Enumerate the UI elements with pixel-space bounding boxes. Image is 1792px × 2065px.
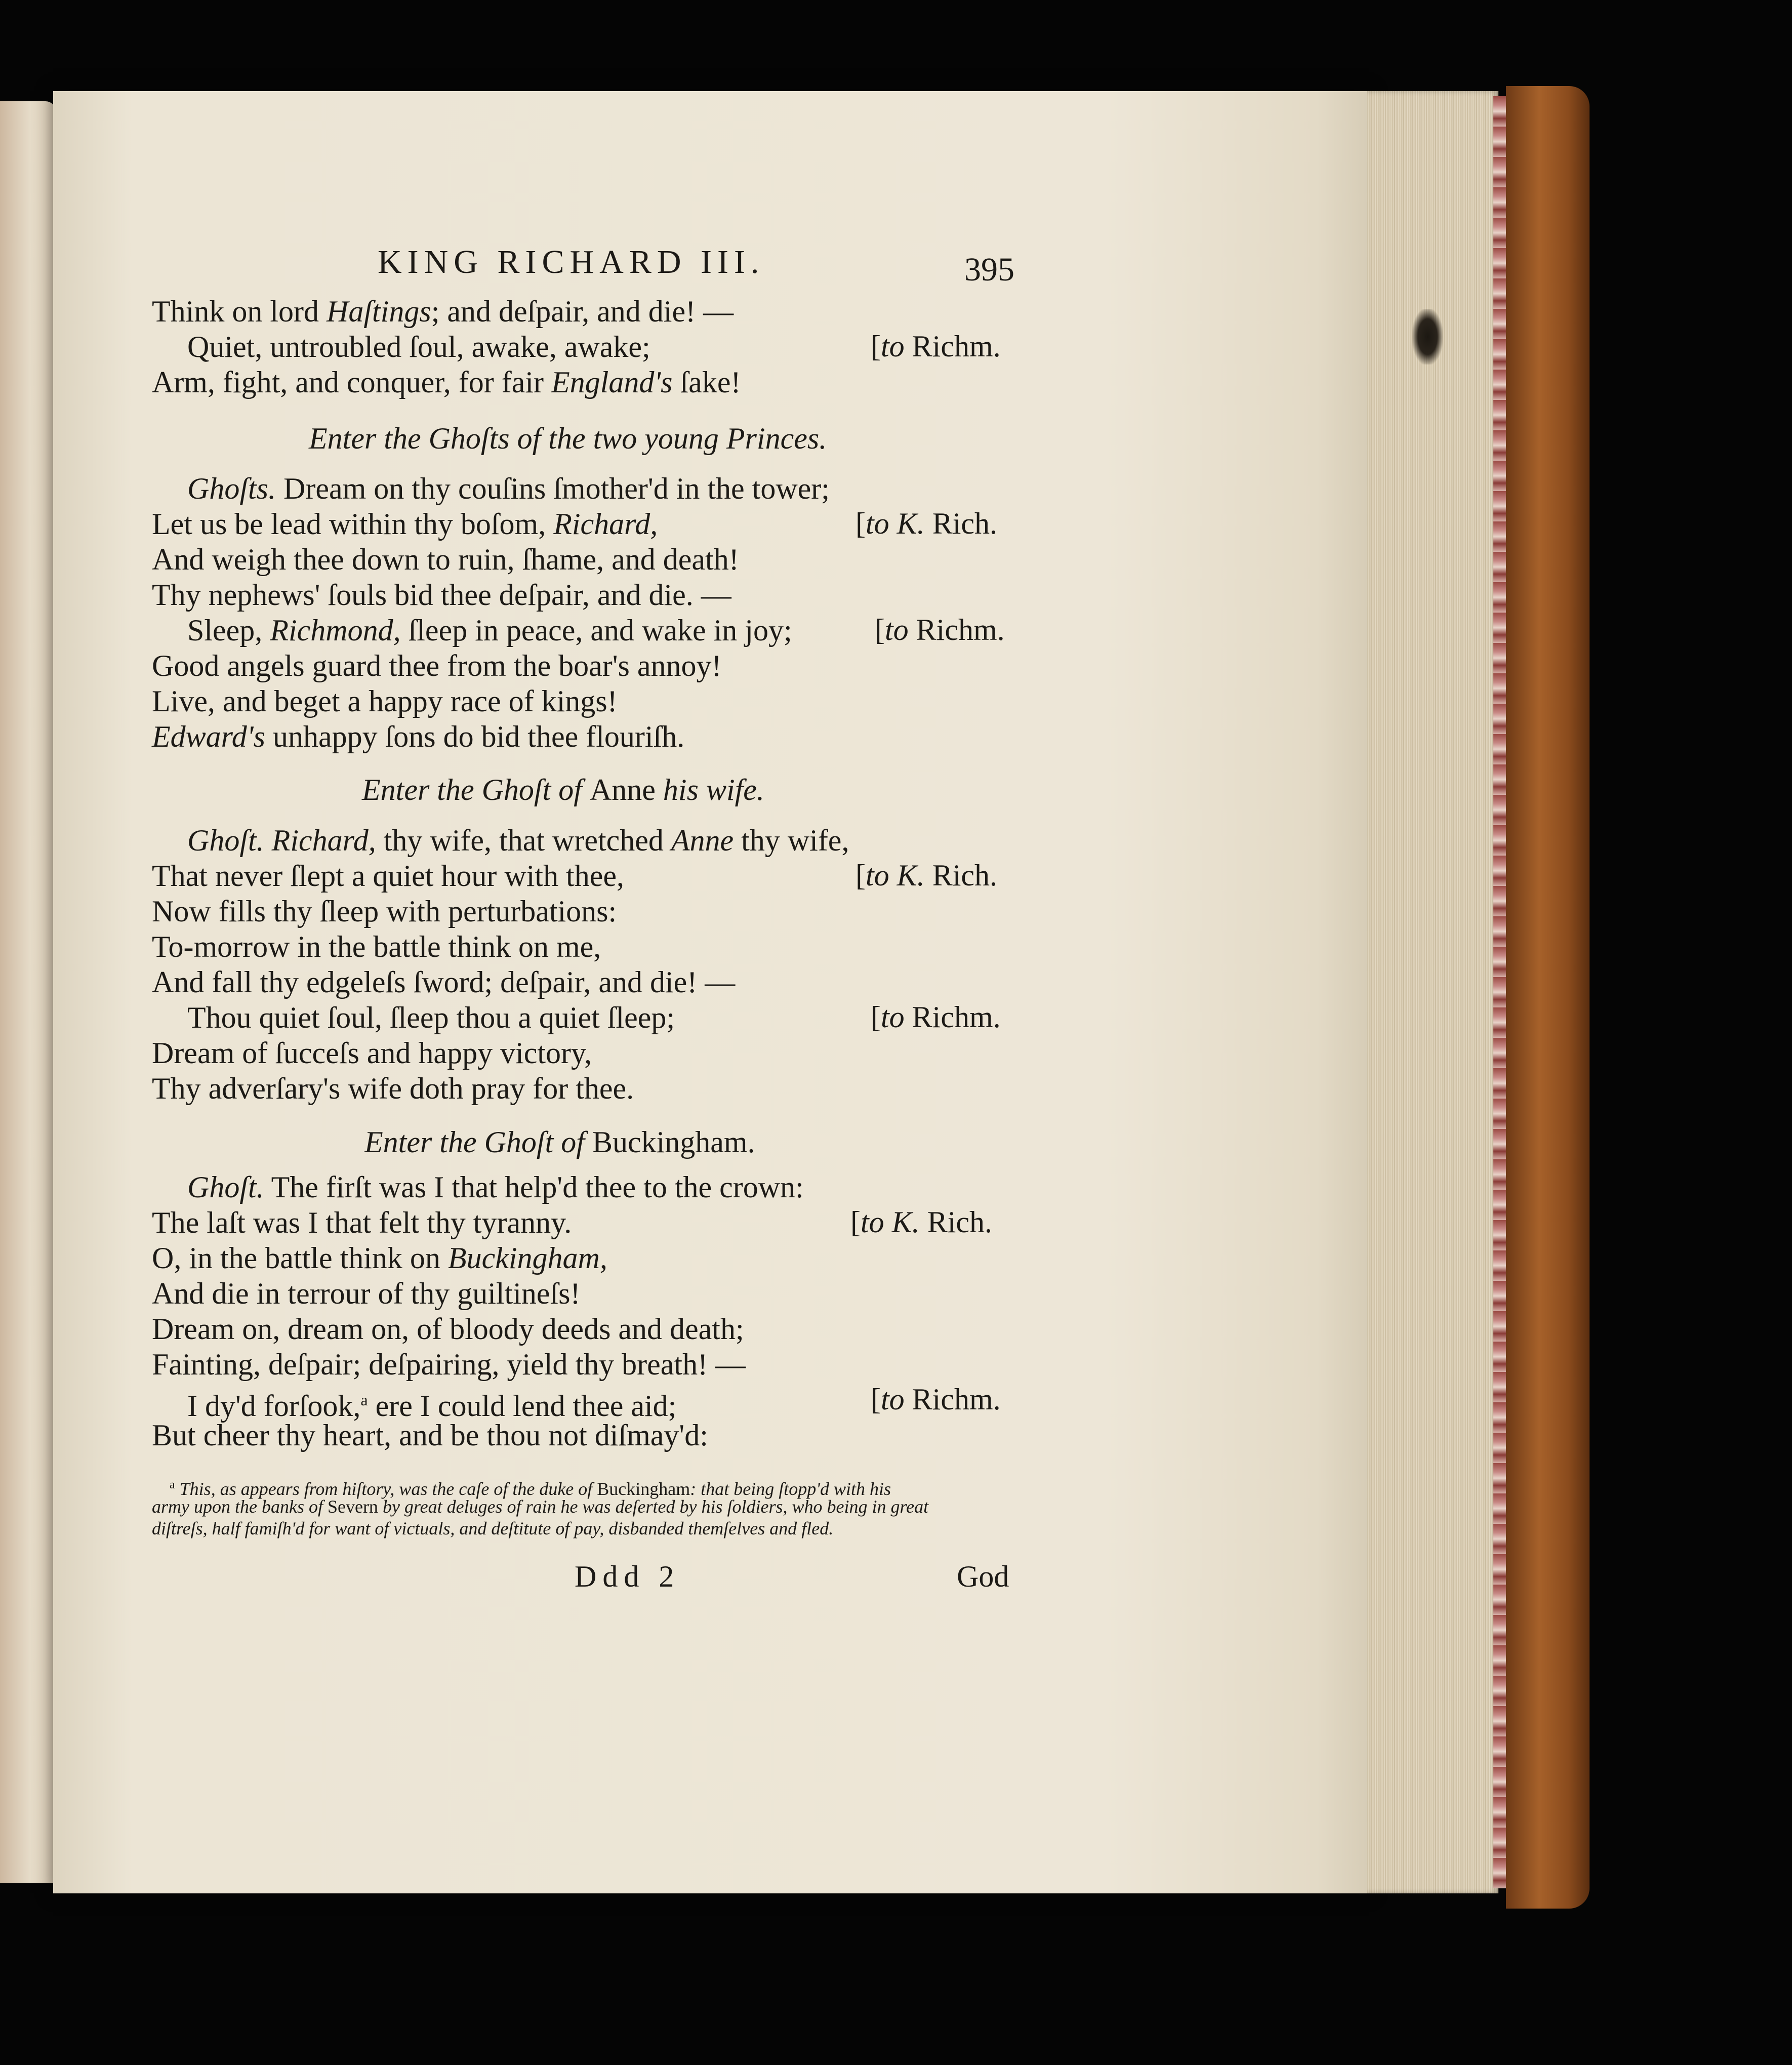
verse-line: Quiet, untroubled ſoul, awake, awake; [187,330,650,363]
verse-line: Dream of ſucceſs and happy victory, [152,1036,592,1070]
stage-note: [to K. Rich. [850,1205,993,1239]
footnote-reference: a [360,1391,368,1409]
verse-line: Dream on, dream on, of bloody deeds and death; [152,1312,744,1346]
stage-direction: Enter the Ghoſt of Buckingham. [364,1125,755,1159]
verse-line: Good angels guard thee from the boar's annoy! [152,649,722,682]
stage-direction: Enter the Ghoſt of Anne his wife. [362,773,764,806]
running-title: KING RICHARD III. [378,244,765,280]
catchword: God [957,1560,1009,1593]
verse-line: Thou quiet ſoul, ſleep thou a quiet ſleep; [187,1001,675,1034]
footnote-line: army upon the banks of Severn by great deluges of rain he was deſerted by his ſoldiers, who being in great [152,1496,929,1517]
verse-line: Let us be lead within thy boſom, Richard, [152,507,658,541]
page-number: 395 [964,251,1014,288]
footnote-line: diſtreſs, half famiſh'd for want of victuals, and deſtitute of pay, disbanded themſelves and fled. [152,1518,834,1538]
footnote-mark: a [170,1478,175,1491]
speaker-name: Ghoſt. [187,824,264,857]
verse-line: And fall thy edgeleſs ſword; deſpair, and die! — [152,965,736,999]
stage-note: [to Richm. [871,1000,1001,1034]
speaker-name: Ghoſt. [187,1170,264,1204]
verse-line: Edward's unhappy ſons do bid thee flouriſh. [152,720,685,753]
verse-line: Sleep, Richmond, ſleep in peace, and wake in joy; [187,614,792,647]
verse-line: Fainting, deſpair; deſpairing, yield thy breath! — [152,1348,746,1381]
verse-line: Live, and beget a happy race of kings! [152,684,618,718]
verse-line: That never ſlept a quiet hour with thee, [152,859,625,893]
verse-line: Now fills thy ſleep with perturbations: [152,895,617,928]
verse-line: Ghoſt. Richard, thy wife, that wretched Anne thy wife, [187,824,849,857]
left-page-edge [0,101,56,1883]
stage-note: [to Richm. [875,613,1005,646]
verse-line: I dy'd forſook,$^a$ ere I could lend thee aid; [187,1389,677,1423]
stage-note: [to K. Rich. [856,859,998,892]
verse-line: Thy nephews' ſouls bid thee deſpair, and die. — [152,578,731,612]
leather-cover [1506,86,1590,1909]
stage-note: [to Richm. [871,330,1001,363]
verse-line: To-morrow in the battle think on me, [152,930,601,963]
stage-direction: Enter the Ghoſts of the two young Princes. [309,422,827,455]
stage-note: [to K. Rich. [856,507,998,540]
verse-line: The laſt was I that felt thy tyranny. [152,1206,572,1239]
verse-line: Ghoſts. Dream on thy couſins ſmother'd in the tower; [187,472,830,505]
verse-line: And weigh thee down to ruin, ſhame, and death! [152,543,739,576]
speaker-name: Ghoſts. [187,472,276,505]
verse-line: O, in the battle think on Buckingham, [152,1241,607,1275]
verse-line: Thy adverſary's wife doth pray for thee. [152,1072,634,1105]
footnote-line: $^a$ This, as appears from hiſtory, was the caſe of the duke of Buckingham: that being ſtopp'd with his [170,1478,891,1499]
verse-line: Think on lord Haſtings; and deſpair, and die! — [152,295,734,328]
verse-line: And die in terrour of thy guiltineſs! [152,1277,581,1310]
stage-note: [to Richm. [871,1383,1001,1416]
verse-line: But cheer thy heart, and be thou not diſmay'd: [152,1419,708,1452]
signature-mark: Ddd 2 [575,1560,680,1593]
verse-line: Ghoſt. The firſt was I that help'd thee to the crown: [187,1170,804,1204]
verse-line: Arm, fight, and conquer, for fair England's ſake! [152,366,741,399]
ink-blot [1412,309,1443,365]
